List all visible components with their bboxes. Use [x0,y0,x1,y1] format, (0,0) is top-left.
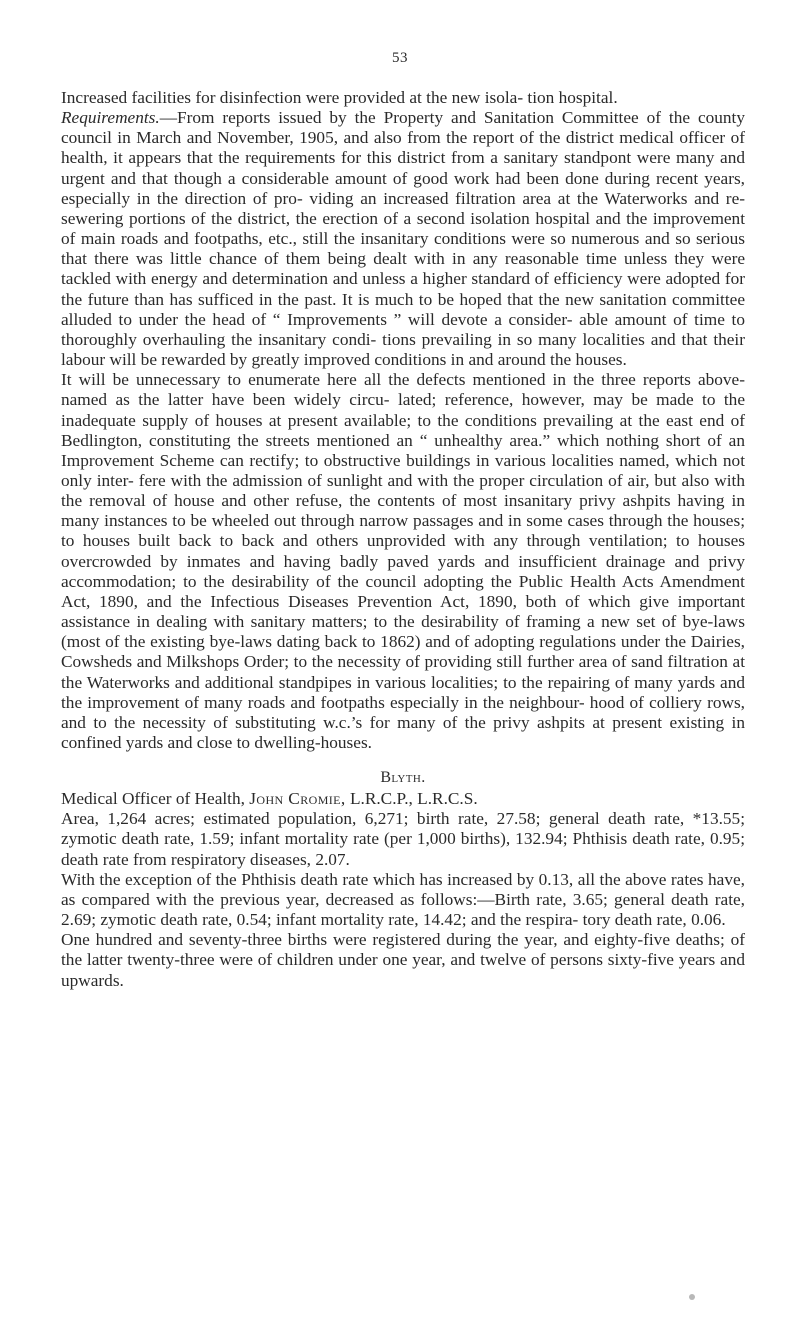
blyth-title: Blyth. [380,769,426,787]
officer-prefix: Medical Officer of Health, [61,789,245,809]
paragraph-isolation-hospital: Increased facilities for disinfection were provided at the new isola- tion hospital. [61,88,618,107]
requirements-heading: Requirements. [61,108,160,128]
paragraph-requirements [61,108,745,370]
page-number: 53 [392,50,408,66]
officer-name: John Cromie, [249,789,346,809]
paragraph-statistics: Area, 1,264 acres; estimated population, 6,271; birth rate, 27.58; general death rate, *13.55; zymotic death rate, 1.59; infant mortality rate (per 1,000 births), 132.94; Phthisis death rate, 0.95; death rate from respiratory diseases, 2.07. [61,809,745,869]
paragraph-births-deaths: One hundred and seventy-three births were registered during the year, and eighty-five deaths; of the latter twenty-three were of children under one year, and twelve of persons sixty-five years and upwards. [61,930,745,990]
page-body [61,88,745,991]
medical-officer-line [61,789,745,809]
paragraph-rate-comparison: With the exception of the Phthisis death rate which has increased by 0.13, all the above rates have, as compared with the previous year, decreased as follows:—Birth rate, 3.65; general death rate, 2.69; zymotic death rate, 0.54; infant mortality rate, 14.42; and the respira- tory death rate, 0.06. [61,869,745,930]
paragraph-defects: It will be unnecessary to enumerate here all the defects mentioned in the three reports above-named as the latter have been widely circu- lated; reference, however, may be made to the inadequate supply of houses at present available; to the conditions prevailing at the east end of Bedlington, constituting the streets mentioned an “ unhealthy area.” which nothing short of an Improvement Scheme can rectify; to obstructive buildings in various localities named, which not only inter- fere with the admission of sunlight and with the proper circulation of air, but also with the removal of house and other refuse, the contents of most insanitary privy ashpits having in many instances to be wheeled out through narrow passages and in some cases through the houses; to houses built back to back and others unprovided with any through ventilation; to houses overcrowded by inmates and having badly paved yards and insufficient drainage and privy accommodation; to the desirability of the council adopting the Public Health Acts Amendment Act, 1890, and the Infectious Diseases Prevention Act, 1890, both of which give important assistance in dealing with sanitary matters; to the desirability of framing a new set of bye-laws (most of the existing bye-laws dating back to 1862) and of adopting regulations under the Dairies, Cowsheds and Milkshops Order; to the necessity of providing still further area of sand filtration at the Waterworks and additional standpipes in various localities; to the repairing of many yards and the improvement of many roads and footpaths especially in the neighbour- hood of colliery rows, and to the necessity of substituting w.c.’s for many of the privy ashpits at present existing in confined yards and close to dwelling-houses. [61,370,745,752]
page-speck [689,1294,695,1300]
requirements-body: —From reports issued by the Property and Sanitation Committee of the county council in March and November, 1905, and also from the report of the district medical officer of health, it appears that the requirements for this district from a sanitary standpont were many and urgent and that though a considerable amount of good work had been done during recent years, especially in the direction of pro- viding an increased filtration area at the Waterworks and re-sewering portions of the district, the erection of a second isolation hospital and the improvement of main roads and footpaths, etc., still the insanitary conditions were so numerous and so serious that there was little chance of them being dealt with in any reasonable time unless they were tackled with energy and determination and unless a higher standard of efficiency were adopted for the future than has sufficed in the past. It is much to be hoped that the new sanitation committee alluded to under the head of “ Improvements ” will devote a consider- able amount of time to thoroughly overhauling the insanitary condi- tions prevailing in so many localities and that their labour will be rewarded by greatly improved conditions in and around the houses. [61,108,745,370]
section-heading-blyth [61,767,745,789]
officer-qualifications: L.R.C.P., L.R.C.S. [349,789,478,809]
